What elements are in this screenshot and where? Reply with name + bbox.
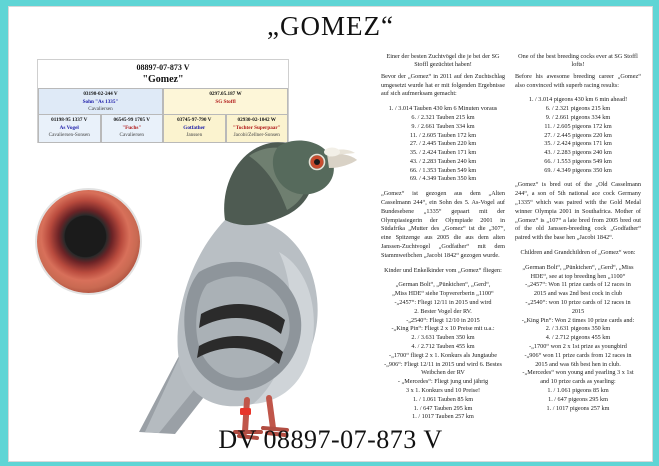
- gp4-note: Jacobi/Zellner-Sonsen: [233, 132, 280, 139]
- german-child-line: 4. / 2.712 Tauben 455 km: [411, 343, 475, 351]
- german-child-line: - „Mercedes“: Fliegt jung und jährig: [397, 378, 489, 386]
- english-child-line: -„1700“ won 2 x 1st prize as youngbird: [529, 343, 627, 351]
- pigeon-ring-number: DV 08897-07-873 V: [218, 425, 443, 454]
- german-result: 6. / 2.321 Tauben 215 km: [411, 113, 475, 121]
- german-children-list: [381, 281, 505, 422]
- gp3-name: Gotfather: [183, 124, 206, 131]
- german-child-line: „German Bolt“, „Pünktchen“, „Gerd“,: [395, 281, 491, 289]
- german-result: 66. / 1.353 Tauben 549 km: [409, 166, 477, 174]
- german-child-line: 2. Bester Vogel der RV.: [414, 307, 472, 315]
- german-child-line: Weibchen der RV: [421, 369, 465, 377]
- german-result: 1. / 3.014 Tauben 430 km 6 Minuten voraus: [388, 105, 498, 113]
- english-child-line: „German Bolt“, „Pünktchen“, „Gerd“, „Miss: [522, 263, 634, 271]
- english-child-line: 1. / 1.061 pigeons 85 km: [547, 387, 609, 395]
- german-child-line: 3 x 1. Konkurs und 10 Preise!: [405, 387, 481, 395]
- english-results-list: [515, 96, 641, 175]
- dam-ring: 0297.05.187 W: [209, 91, 242, 97]
- german-child-line: 2. / 3.631 Tauben 350 km: [411, 334, 475, 342]
- gp2-name: "Fuchs": [122, 124, 142, 131]
- english-children-list: [515, 264, 641, 414]
- german-children-heading: Kinder und Enkelkinder vom „Gomez“ fliegen:: [384, 266, 502, 274]
- english-origin: „Gomez“ is bred out of the „Old Casselmann 244“, a son of 5th national ace cock Germany „1335“ which was paired with the Gold Medal winner Olympia 2001 in Southafrica. Mother of „Gomez“ is „107“ a late bred from 2005 bred out of the old Janssen-breeding cock „Godfather“ paired with the base hen „Jacobi 1842“.: [515, 181, 641, 242]
- german-result: 27. / 2.445 Tauben 220 km: [409, 140, 477, 148]
- sire-name: Sohn "As 1335": [82, 98, 119, 105]
- english-child-line: 2. / 3.631 pigeons 350 km: [545, 325, 611, 333]
- english-intro: Before his awesome breeding career „Gomez“ also convinced with superb racing results:: [515, 72, 641, 89]
- text-column-english: [515, 53, 641, 419]
- english-child-line: -„Mercedes“ won young and yearling 3 x 1st: [522, 369, 634, 377]
- english-result: 11. / 2.605 pigeons 172 km: [544, 122, 612, 130]
- english-child-line: -„King Pin“: Won 2 times 10 prize cards and:: [521, 316, 635, 324]
- german-child-line: -„1700“ fliegt 2 x 1. Konkurs als Jungtaube: [389, 351, 497, 359]
- gp2-ring: 06545-99 1705 V: [113, 117, 150, 123]
- gp4-name: "Tochter Superpaar": [232, 124, 281, 131]
- german-child-line: -„2540“: Fliegt 12/10 in 2015: [406, 316, 480, 324]
- pigeon-eye-photo: [37, 190, 140, 293]
- page-title: „GOMEZ“: [267, 11, 394, 41]
- english-result: 1. / 3.014 pigeons 430 km 6 min ahead!: [528, 96, 628, 104]
- english-child-line: 2015 and was 2nd best cock in club: [533, 290, 623, 298]
- german-child-line: -„King Pin“: Fliegt 2 x 10 Preise mit u.a.:: [391, 325, 495, 333]
- english-result: 27. / 2.445 pigeons 220 km: [544, 131, 612, 139]
- german-child-line: „Miss HDE“ siehe Topvererberin „1100“: [392, 290, 494, 298]
- english-child-line: HDE“, see at top breeding hen „1100“: [530, 272, 626, 280]
- english-child-line: 1. / 1017 pigeons 257 km: [546, 404, 610, 412]
- sire-note: Cavaliersen: [88, 106, 113, 113]
- german-result: 9. / 2.661 Tauben 334 km: [411, 122, 475, 130]
- dam-name: SG Stoffl: [215, 98, 236, 105]
- english-child-line: 2015 and was 6th best hen in club.: [535, 360, 621, 368]
- document-sheet: [8, 6, 653, 462]
- pedigree-gp-1: [38, 114, 101, 143]
- pedigree-name: "Gomez": [142, 74, 184, 85]
- english-child-line: 4. / 2.712 pigeons 455 km: [545, 334, 611, 342]
- english-result: 35. / 2.424 pigeons 171 km: [544, 140, 612, 148]
- german-result: 35. / 2.424 Tauben 171 km: [409, 149, 477, 157]
- german-intro: Bevor der „Gomez“ in 2011 auf den Zuchtschlag umgesetzt wurde hat er mit folgenden Ergebnisse auf sich aufmerksam gemacht:: [381, 72, 505, 98]
- gp3-ring: 03745-97-790 V: [177, 117, 212, 123]
- text-column-german: [381, 53, 505, 428]
- english-result: 69. / 4.349 pigeons 350 km: [544, 166, 612, 174]
- german-result: 11. / 2.605 Tauben 172 km: [409, 131, 477, 139]
- german-child-line: -„2457“: Fliegt 12/11 in 2015 und wird: [394, 299, 492, 307]
- german-child-line: 1. / 1.061 Tauben 85 km: [412, 395, 474, 403]
- german-child-line: 1. / 647 Tauben 295 km: [413, 404, 473, 412]
- german-child-line: -„906“: Fliegt 12/11 in 2015 und wird 6. Bestes: [384, 360, 502, 368]
- english-child-line: 2015: [571, 307, 585, 315]
- english-child-line: -„906“ won 11 prize cards from 12 races in: [524, 351, 632, 359]
- german-heading: Einer der besten Zuchtvögel die je bei der SG Stoffl gezüchtet haben!: [386, 53, 500, 69]
- german-result: 69. / 4.349 Tauben 350 km: [409, 175, 477, 183]
- gp2-note: Cavaliersen: [119, 132, 144, 139]
- english-result: 6. / 2.321 pigeons 215 km: [545, 105, 611, 113]
- english-heading: One of the best breeding cocks ever at SG Stoffl lofts!: [518, 53, 638, 69]
- english-children-heading: Children and Grandchildren of „Gomez“ won:: [520, 249, 636, 257]
- gp3-note: Janssen: [186, 132, 203, 139]
- pigeon-photo: [129, 102, 369, 442]
- gp4-ring: 02930-02-1042 W: [237, 117, 276, 123]
- sire-ring: 03198-02-244 V: [83, 91, 118, 97]
- english-result: 43. / 2.283 pigeons 240 km: [544, 149, 612, 157]
- gp1-ring: 01198-95 1337 V: [51, 117, 88, 123]
- gp1-name: As Vogel: [59, 124, 79, 131]
- german-result: 43. / 2.283 Tauben 240 km: [409, 157, 477, 165]
- english-result: 66. / 1.553 pigeons 549 km: [544, 157, 612, 165]
- german-origin: „Gomez“ ist gezogen aus dem „Alten Casselmann 244“, ein Sohn des 5. As-Vogel auf Bundesebene „1335“ gepaart mit der Olympiasiegerin der Olympiade 2001 in Südafrika „Mutter des „Gomez“ ist die „307“, eine Spitzenge aus 2005 die aus dem alten Janssen-Zuchtvogel „Godfather“ mit dem Stammweibchen „Jacobi 1842“ gezogen wurde.: [381, 190, 505, 259]
- german-child-line: 1. / 1017 Tauben 257 km: [412, 413, 474, 421]
- pedigree-ring: 08897-07-873 V: [136, 63, 190, 72]
- english-child-line: 1. / 647 pigeons 295 km: [548, 395, 608, 403]
- gp1-note: Cavaliersen-Sonsen: [48, 132, 90, 139]
- english-child-line: -„2457“: Won 11 prize cards of 12 races in: [525, 281, 631, 289]
- german-results-list: [381, 105, 505, 184]
- english-child-line: and 10 prize cards as yearling:: [540, 378, 616, 386]
- english-result: 9. / 2.661 pigeons 334 km: [545, 113, 611, 121]
- english-child-line: -„2540“: won 10 prize cards of 12 races in: [525, 299, 631, 307]
